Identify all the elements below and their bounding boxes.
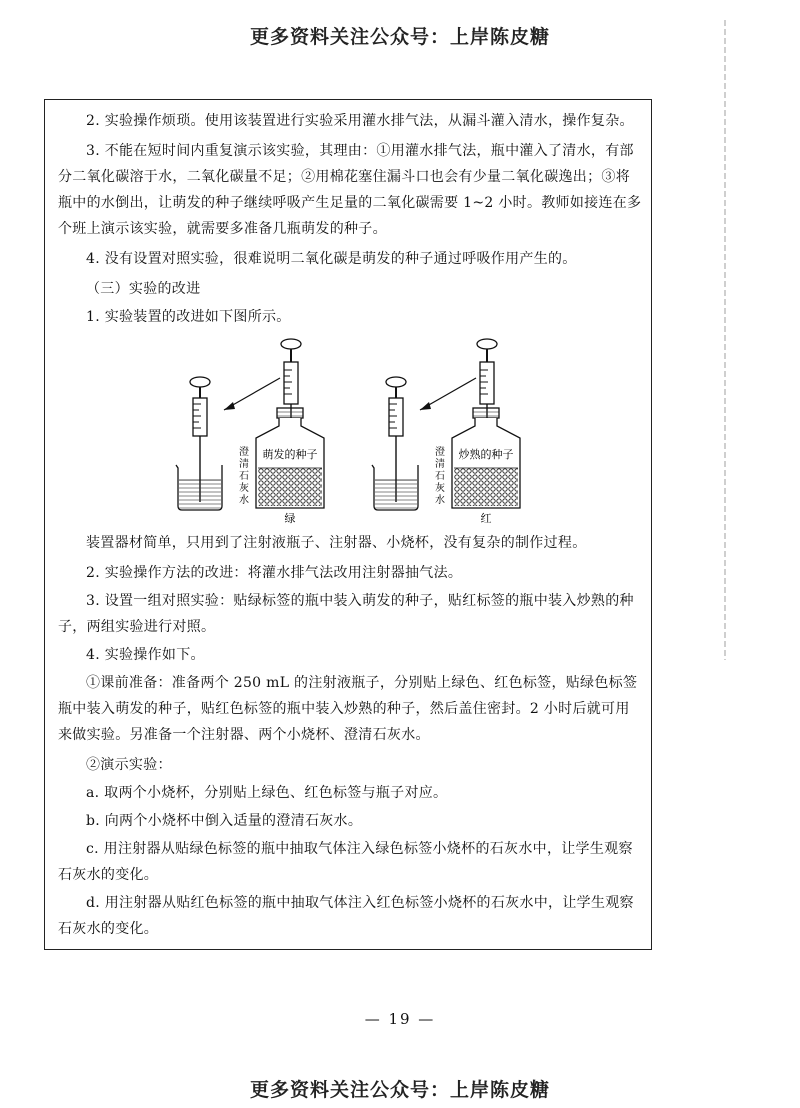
right-apparatus [372, 339, 520, 525]
paragraph-step-b: b. 向两个小烧杯中倒入适量的澄清石灰水。 [86, 813, 363, 829]
paragraph-operation-complex: 2. 实验操作烦琐。使用该装置进行实验采用灌水排气法，从漏斗灌入清水，操作复杂。 [86, 113, 634, 129]
page-number: — 19 — [364, 1010, 436, 1028]
section-heading-improvement: （三）实验的改进 [86, 281, 201, 297]
right-bottle-label: 炒熟的种子 [458, 448, 514, 461]
paragraph-demo-heading: ②演示实验： [86, 757, 172, 773]
paragraph-step-c: c. 用注射器从贴绿色标签的瓶中抽取气体注入绿色标签小烧杯的石灰水中，让学生观察石灰水的变化。 [58, 841, 633, 883]
left-tag-label: 绿 [284, 512, 296, 525]
paragraph-device-improvement: 1. 实验装置的改进如下图所示。 [86, 309, 291, 325]
paragraph-no-control: 4. 没有设置对照实验，很难说明二氧化碳是萌发的种子通过呼吸作用产生的。 [86, 251, 577, 267]
right-beaker-label: 澄清石灰水 [435, 447, 445, 506]
paragraph-preparation: ①课前准备：准备两个 250 mL 的注射液瓶子，分别贴上绿色、红色标签，贴绿色标签瓶中装入萌发的种子，贴红色标签的瓶中装入炒熟的种子，然后盖住密封。2 小时后就可用来做实验。另准备一个注射器、两个小烧杯、澄清石灰水。 [58, 675, 638, 743]
paragraph-method-improvement: 2. 实验操作方法的改进：将灌水排气法改用注射器抽气法。 [86, 565, 463, 581]
left-beaker-label: 澄清石灰水 [239, 447, 249, 506]
right-beaker [372, 465, 418, 510]
paragraph-operation-steps: 4. 实验操作如下。 [86, 647, 205, 663]
paragraph-control-setup: 3. 设置一组对照实验：贴绿标签的瓶中装入萌发的种子，贴红标签的瓶中装入炒熟的种子，两组实验进行对照。 [58, 593, 634, 635]
left-apparatus [176, 339, 324, 525]
apparatus-figure [168, 330, 528, 525]
paragraph-step-d: d. 用注射器从贴红色标签的瓶中抽取气体注入红色标签小烧杯的石灰水中，让学生观察石灰水的变化。 [58, 895, 634, 937]
header-banner: 更多资料关注公众号：上岸陈皮糖 [249, 26, 550, 48]
paragraph-step-a: a. 取两个小烧杯，分别贴上绿色、红色标签与瓶子对应。 [86, 785, 448, 801]
left-bottle-label: 萌发的种子 [262, 448, 318, 461]
page-edge-rule [724, 20, 726, 660]
paragraph-cannot-repeat: 3. 不能在短时间内重复演示该实验，其理由：①用灌水排气法，瓶中灌入了清水，有部分二氧化碳溶于水，二氧化碳量不足；②用棉花塞住漏斗口也会有少量二氧化碳逸出；③将瓶中的水倒出，让萌发的种子继续呼吸产生足量的二氧化碳需要 1~2 小时。教师如接连在多个班上演示该实验，就需要多准备几瓶萌发的种子。 [58, 143, 642, 237]
footer-banner: 更多资料关注公众号：上岸陈皮糖 [249, 1079, 550, 1101]
left-beaker [176, 465, 222, 510]
right-tag-label: 红 [480, 512, 492, 525]
paragraph-simple-equipment: 装置器材简单，只用到了注射液瓶子、注射器、小烧杯，没有复杂的制作过程。 [86, 535, 587, 551]
